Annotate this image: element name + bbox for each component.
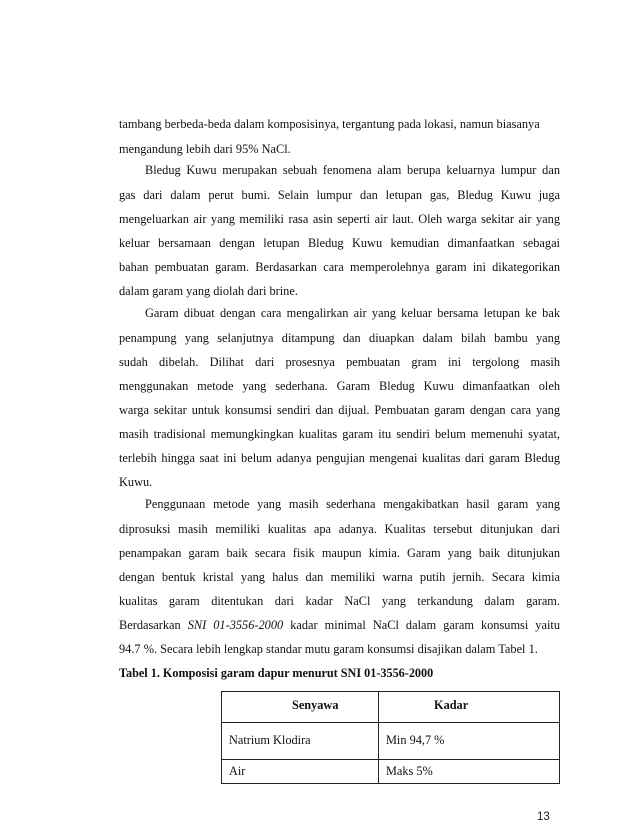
table-header-senyawa: Senyawa <box>292 698 339 712</box>
paragraph-line: kualitas garam ditentukan dari kadar NaCl yang terkandung dalam garam. <box>119 594 560 608</box>
paragraph-line: penampung yang selanjutnya ditampung dan diuapkan dalam bilah bambu yang <box>119 331 560 345</box>
paragraph-line: mengeluarkan air yang memiliki rasa asin seperti air laut. Oleh warga sekitar air yang <box>119 212 560 226</box>
column-divider <box>378 692 379 783</box>
paragraph-line-sni-reference <box>119 617 560 633</box>
paragraph-line: warga sekitar untuk konsumsi sendiri dan dijual. Pembuatan garam dengan cara yang <box>119 403 560 417</box>
paragraph-line: menggunakan metode yang sederhana. Garam Bledug Kuwu dimanfaatkan oleh <box>119 379 560 393</box>
paragraph-line: sudah dibelah. Dilihat dari prosesnya pembuatan gram ini tergolong masih <box>119 355 560 369</box>
sni-standard-reference: SNI 01-3556-2000 <box>187 618 284 632</box>
paragraph-line: bahan pembuatan garam. Berdasarkan cara memperolehnya garam ini dikategorikan <box>119 260 560 274</box>
table-divider <box>222 722 559 723</box>
paragraph-line: gas dari dalam perut bumi. Selain lumpur dan letupan gas, Bledug Kuwu juga <box>119 188 560 202</box>
paragraph-line: Kuwu. <box>119 475 153 489</box>
paragraph-line: dengan bentuk kristal yang halus dan memiliki warna putih jernih. Secara kimia <box>119 570 560 584</box>
table-cell: Min 94,7 % <box>386 733 445 747</box>
paragraph-line: Bledug Kuwu merupakan sebuah fenomena alam berupa keluarnya lumpur dan <box>145 163 560 177</box>
paragraph-line: dalam garam yang diolah dari brine. <box>119 284 298 298</box>
line-prefix: Berdasarkan <box>119 618 188 632</box>
paragraph-line: masih tradisional memungkingkan kualitas garam itu sendiri belum memenuhi syatat, <box>119 427 560 441</box>
paragraph-line: Garam dibuat dengan cara mengalirkan air yang keluar bersama letupan ke bak <box>145 306 560 320</box>
paragraph-line: 94.7 %. Secara lebih lengkap standar mutu garam konsumsi disajikan dalam Tabel 1. <box>119 642 538 656</box>
table-cell: Maks 5% <box>386 764 433 778</box>
table-header-kadar: Kadar <box>434 698 469 712</box>
paragraph-line: tambang berbeda-beda dalam komposisinya, tergantung pada lokasi, namun biasanya <box>119 117 540 131</box>
table-cell: Air <box>229 764 246 778</box>
table-divider <box>222 759 559 760</box>
paragraph-line: terlebih hingga saat ini belum adanya pengujian mengenai kualitas dari garam Bledug <box>119 451 560 465</box>
paragraph-line: penampakan garam baik secara fisik maupun kimia. Garam yang baik ditunjukan <box>119 546 560 560</box>
paragraph-line: keluar bersamaan dengan letupan Bledug Kuwu kemudian dimanfaatkan sebagai <box>119 236 560 250</box>
page-number: 13 <box>537 811 550 823</box>
table-cell: Natrium Klodira <box>229 733 311 747</box>
paragraph-line: mengandung lebih dari 95% NaCl. <box>119 142 291 156</box>
paragraph-line: Penggunaan metode yang masih sederhana mengakibatkan hasil garam yang <box>145 497 560 511</box>
paragraph-line: diprosuksi masih memiliki kualitas apa adanya. Kualitas tersebut ditunjukan dari <box>119 522 560 536</box>
table-caption: Tabel 1. Komposisi garam dapur menurut SNI 01-3556-2000 <box>119 666 434 680</box>
line-remainder: kadar minimal NaCl dalam garam konsumsi yaitu <box>290 618 560 632</box>
composition-table <box>221 691 560 784</box>
